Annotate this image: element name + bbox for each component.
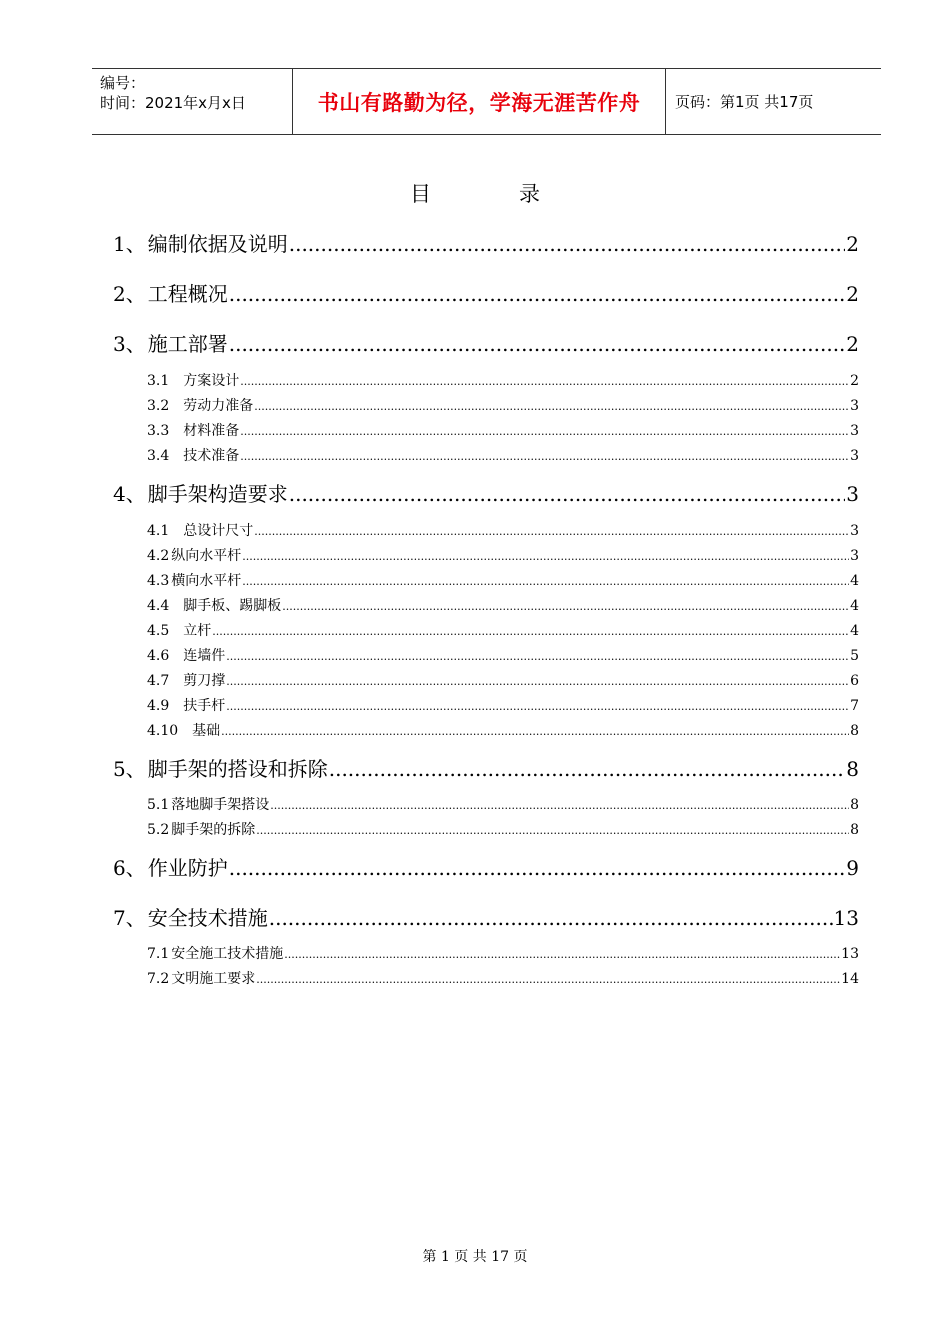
toc-entry[interactable]	[147, 943, 859, 963]
toc-entry-text: 剪刀撑	[183, 673, 226, 689]
page-label: 页码：第1页 共17页	[675, 93, 814, 111]
toc-entry[interactable]	[147, 720, 859, 740]
toc-entry-label	[147, 395, 253, 415]
toc-entry-label	[147, 420, 239, 440]
toc-title-char-2: 录	[519, 182, 540, 206]
toc-entry[interactable]	[113, 278, 859, 306]
toc-entry[interactable]	[113, 852, 859, 880]
toc-leader-dots	[242, 573, 849, 589]
toc-entry[interactable]	[147, 819, 859, 839]
toc-entry-number: 6、	[113, 856, 146, 880]
toc-leader-dots	[284, 946, 840, 962]
toc-entry-text: 编制依据及说明	[147, 232, 288, 256]
toc-entry-page: 8	[850, 822, 859, 838]
toc-entry[interactable]	[147, 695, 859, 715]
toc-entry-text: 脚手架构造要求	[147, 482, 288, 506]
toc-entry-number: 4.10	[147, 723, 179, 739]
toc-entry-text: 脚手架的搭设和拆除	[147, 757, 328, 781]
toc-entry-number: 4.1	[147, 523, 170, 539]
header-motto-cell	[293, 69, 666, 134]
toc-entry-text: 劳动力准备	[183, 398, 254, 414]
header-page-cell	[666, 69, 881, 134]
toc-entry-page: 13	[833, 906, 859, 930]
toc-entry-number: 5、	[113, 757, 146, 781]
toc-title	[0, 178, 950, 208]
toc-leader-dots	[269, 906, 833, 930]
toc-leader-dots	[226, 673, 849, 689]
toc-leader-dots	[212, 623, 849, 639]
toc-entry-text: 作业防护	[147, 856, 228, 880]
toc-entry-number: 7.2	[147, 971, 170, 987]
toc-leader-dots	[270, 797, 849, 813]
toc-entry-number: 4.2	[147, 548, 170, 564]
toc-entry[interactable]	[147, 370, 859, 390]
toc-leader-dots	[289, 482, 846, 506]
toc-entry-label	[147, 545, 241, 565]
toc-entry-page: 3	[850, 548, 859, 564]
toc-entry-page: 13	[841, 946, 859, 962]
toc-entry-number: 4、	[113, 482, 146, 506]
toc-entry-label	[147, 570, 241, 590]
toc-entry[interactable]	[147, 620, 859, 640]
toc-entry-label	[147, 819, 255, 839]
toc-entry[interactable]	[113, 753, 859, 781]
toc-entry-label	[147, 595, 281, 615]
toc-entry[interactable]	[113, 228, 859, 256]
toc-entry-number: 4.3	[147, 573, 170, 589]
toc-entry-label	[147, 620, 211, 640]
toc-leader-dots	[242, 548, 849, 564]
page-footer: 第 1 页 共 17 页	[422, 1249, 528, 1265]
toc-entry-text: 横向水平杆	[171, 573, 242, 589]
toc-entry-text: 脚手板、踢脚板	[183, 598, 282, 614]
document-header	[92, 68, 881, 135]
toc-entry-label	[147, 670, 225, 690]
toc-entry[interactable]	[147, 968, 859, 988]
toc-entry-text: 纵向水平杆	[171, 548, 242, 564]
time-label: 时间：2021年x月x日	[100, 94, 246, 112]
toc-entry-number: 3.2	[147, 398, 170, 414]
toc-entry-label	[147, 645, 225, 665]
toc-entry[interactable]	[147, 595, 859, 615]
header-info-cell	[92, 69, 293, 134]
toc-entry-number: 3.4	[147, 448, 170, 464]
toc-entry-label	[113, 753, 328, 782]
toc-entry-page: 14	[841, 971, 859, 987]
toc-entry-page: 4	[850, 598, 859, 614]
toc-entry-page: 2	[846, 332, 859, 356]
code-label: 编号：	[100, 74, 146, 92]
toc-entry-text: 连墙件	[183, 648, 226, 664]
toc-entry-text: 技术准备	[183, 448, 240, 464]
toc-entry-number: 7.1	[147, 946, 170, 962]
toc-entry-number: 1、	[113, 232, 146, 256]
toc-leader-dots	[256, 822, 849, 838]
toc-entry-text: 扶手杆	[183, 698, 226, 714]
toc-entry-label	[113, 228, 288, 257]
toc-leader-dots	[229, 332, 846, 356]
toc-entry-text: 总设计尺寸	[183, 523, 254, 539]
toc-leader-dots	[240, 373, 849, 389]
toc-leader-dots	[240, 423, 849, 439]
toc-entry-page: 8	[850, 723, 859, 739]
toc-entry-page: 3	[850, 448, 859, 464]
toc-leader-dots	[229, 282, 846, 306]
toc-leader-dots	[289, 232, 846, 256]
toc-entry[interactable]	[147, 420, 859, 440]
toc-entry-page: 9	[846, 856, 859, 880]
toc-entry-number: 2、	[113, 282, 146, 306]
toc-entry[interactable]	[147, 570, 859, 590]
toc-entry-page: 5	[850, 648, 859, 664]
toc-entry-number: 4.5	[147, 623, 170, 639]
toc-entry-text: 材料准备	[183, 423, 240, 439]
toc-entry-number: 4.7	[147, 673, 170, 689]
toc-leader-dots	[254, 398, 849, 414]
toc-entry-page: 2	[850, 373, 859, 389]
toc-entry-page: 4	[850, 623, 859, 639]
toc-leader-dots	[282, 598, 849, 614]
toc-entry-label	[113, 852, 228, 881]
toc-entry-text: 落地脚手架搭设	[171, 797, 270, 813]
toc-entry[interactable]	[147, 645, 859, 665]
toc-entry-page: 3	[850, 423, 859, 439]
motto-text: 书山有路勤为径，学海无涯苦作舟	[317, 89, 641, 115]
toc-entry-page: 8	[850, 797, 859, 813]
toc-leader-dots	[229, 856, 846, 880]
toc-entry-text: 立杆	[183, 623, 212, 639]
toc-entry-label	[147, 720, 220, 740]
toc-leader-dots	[240, 448, 849, 464]
toc-entry-label	[113, 902, 268, 931]
toc-entry-label	[113, 328, 228, 357]
toc-leader-dots	[221, 723, 849, 739]
toc-entry-text: 脚手架的拆除	[171, 822, 256, 838]
toc-entry-page: 7	[850, 698, 859, 714]
toc-leader-dots	[226, 698, 849, 714]
toc-entry[interactable]	[147, 445, 859, 465]
toc-entry[interactable]	[147, 545, 859, 565]
toc-entry-label	[147, 943, 283, 963]
toc-entry-number: 4.6	[147, 648, 170, 664]
toc-entry-label	[113, 478, 288, 507]
toc-entry-page: 6	[850, 673, 859, 689]
toc-entry-text: 工程概况	[147, 282, 228, 306]
toc-entry-page: 3	[846, 482, 859, 506]
toc-entry[interactable]	[113, 478, 859, 506]
toc-entry-label	[147, 520, 253, 540]
toc-entry[interactable]	[147, 794, 859, 814]
toc-entry-label	[147, 968, 255, 988]
toc-entry-text: 安全施工技术措施	[171, 946, 284, 962]
toc-entry[interactable]	[113, 328, 859, 356]
toc-entry-number: 3.1	[147, 373, 170, 389]
toc-entry-page: 2	[846, 282, 859, 306]
toc-entry-text: 安全技术措施	[147, 906, 268, 930]
toc-entry-number: 3.3	[147, 423, 170, 439]
toc-entry[interactable]	[147, 520, 859, 540]
toc-entry-text: 方案设计	[183, 373, 240, 389]
toc-title-char-1: 目	[410, 182, 431, 206]
toc-entry-page: 3	[850, 523, 859, 539]
toc-entry-label	[113, 278, 228, 307]
toc-entry-text: 文明施工要求	[171, 971, 256, 987]
toc-entry-number: 3、	[113, 332, 146, 356]
toc-entry-number: 4.9	[147, 698, 170, 714]
toc-entry-label	[147, 445, 239, 465]
toc-entry[interactable]	[147, 395, 859, 415]
toc-entry-page: 3	[850, 398, 859, 414]
toc-leader-dots	[329, 757, 846, 781]
toc-entry-page: 2	[846, 232, 859, 256]
toc-entry[interactable]	[113, 902, 859, 930]
toc-entry-label	[147, 370, 239, 390]
toc-leader-dots	[226, 648, 849, 664]
toc-entry-number: 5.2	[147, 822, 170, 838]
toc-entry-text: 基础	[192, 723, 221, 739]
toc-entry-number: 7、	[113, 906, 146, 930]
toc-entry-page: 8	[846, 757, 859, 781]
toc-leader-dots	[254, 523, 849, 539]
toc-leader-dots	[256, 971, 840, 987]
toc-entry-number: 5.1	[147, 797, 170, 813]
toc-entry-text: 施工部署	[147, 332, 228, 356]
toc-entry[interactable]	[147, 670, 859, 690]
toc-entry-label	[147, 695, 225, 715]
toc-entry-label	[147, 794, 269, 814]
toc-entry-number: 4.4	[147, 598, 170, 614]
toc-entry-page: 4	[850, 573, 859, 589]
